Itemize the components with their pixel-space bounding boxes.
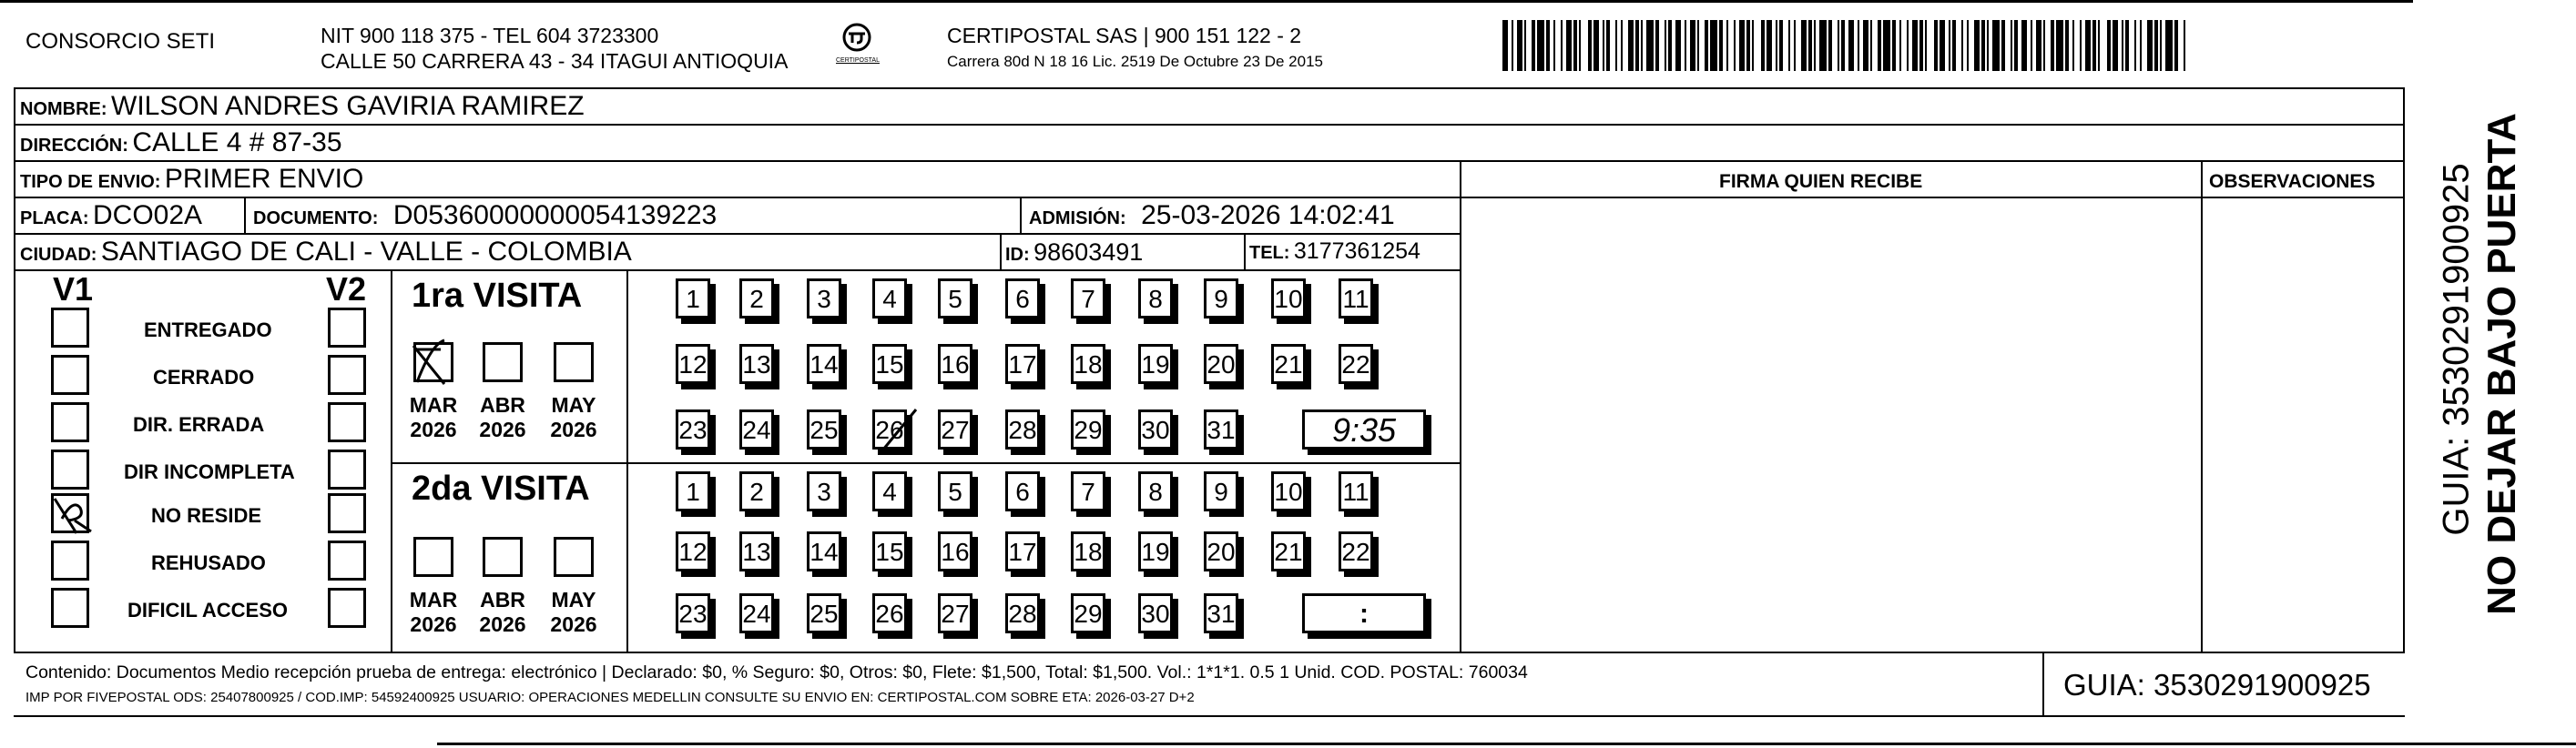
day-box[interactable]: 31 <box>1204 409 1238 450</box>
v2-checkbox[interactable] <box>328 541 366 581</box>
month-year: 2026 <box>550 612 597 636</box>
day-box[interactable]: 16 <box>938 531 972 571</box>
nit-line: NIT 900 118 375 - TEL 604 3723300 <box>321 24 659 47</box>
status-option-label: REHUSADO <box>151 551 266 574</box>
month-checkbox[interactable] <box>413 537 453 577</box>
status-option-label: ENTREGADO <box>144 318 272 341</box>
day-box[interactable]: 8 <box>1138 278 1173 318</box>
day-box[interactable]: 30 <box>1138 409 1173 450</box>
day-box[interactable]: 9 <box>1204 471 1238 511</box>
company-name: CONSORCIO SETI <box>25 29 216 54</box>
ciudad-value: SANTIAGO DE CALI - VALLE - COLOMBIA <box>100 237 632 267</box>
day-box[interactable]: 16 <box>938 344 972 384</box>
day-26-strike-icon <box>880 408 921 456</box>
v2-checkbox[interactable] <box>328 402 366 442</box>
placa-label: PLACA: <box>20 208 89 228</box>
top-border <box>0 0 2413 3</box>
day-box[interactable]: 3 <box>807 471 841 511</box>
day-box[interactable]: 22 <box>1339 344 1373 384</box>
admision-divider <box>1020 197 1022 233</box>
day-box[interactable]: 2 <box>739 278 774 318</box>
v1-checkbox[interactable] <box>51 308 89 348</box>
tel-value: 3177361254 <box>1293 238 1420 264</box>
month-year: 2026 <box>410 418 457 441</box>
day-box[interactable]: 12 <box>676 344 710 384</box>
documento-label: DOCUMENTO: <box>253 208 379 228</box>
v1-label: V1 <box>53 270 94 308</box>
day-box[interactable]: 18 <box>1071 344 1105 384</box>
id-value: 98603491 <box>1033 238 1144 266</box>
footer-guia-divider <box>2042 652 2044 717</box>
footer-guia: GUIA: 3530291900925 <box>2063 668 2371 702</box>
admision-value: 25-03-2026 14:02:41 <box>1141 200 1395 230</box>
day-box[interactable]: 6 <box>1005 278 1040 318</box>
row-line-1 <box>14 124 2405 126</box>
month-label <box>406 588 461 637</box>
admision-label: ADMISIÓN: <box>1029 208 1126 228</box>
id-field <box>1005 238 1143 267</box>
no-reside-mark-icon <box>49 493 97 541</box>
observaciones-header: OBSERVACIONES <box>2209 171 2376 192</box>
address-line: CALLE 50 CARRERA 43 - 34 ITAGUI ANTIOQUIA <box>321 49 789 73</box>
placa-value: DCO02A <box>93 200 203 230</box>
barcode <box>1502 20 2190 71</box>
month-checkbox[interactable] <box>554 342 594 382</box>
nombre-label: NOMBRE: <box>20 99 107 119</box>
month-name: ABR <box>480 393 525 417</box>
second-visit-title: 2da VISITA <box>412 470 590 508</box>
row-line-5 <box>14 269 1461 271</box>
bottom-edge <box>437 743 2576 745</box>
day-box[interactable]: 20 <box>1204 531 1238 571</box>
first-visit-title: 1ra VISITA <box>412 277 583 315</box>
row-line-2 <box>14 160 2405 162</box>
month-name: MAY <box>551 393 596 417</box>
day-box[interactable]: 15 <box>872 344 907 384</box>
visit-divider <box>391 462 1461 464</box>
day-box[interactable]: 24 <box>739 593 774 633</box>
day-box[interactable]: 17 <box>1005 344 1040 384</box>
direccion-label: DIRECCIÓN: <box>20 136 128 156</box>
months-divider <box>626 269 628 653</box>
v1-checkbox[interactable] <box>51 450 89 490</box>
day-box[interactable]: 19 <box>1138 344 1173 384</box>
month-checkbox[interactable] <box>483 537 523 577</box>
v2-checkbox[interactable] <box>328 308 366 348</box>
tipo-value: PRIMER ENVIO <box>164 164 364 194</box>
v1-checkbox[interactable] <box>51 541 89 581</box>
second-visit-time: : <box>1359 599 1369 629</box>
day-box[interactable]: 4 <box>872 278 907 318</box>
status-option-label: NO RESIDE <box>151 504 262 527</box>
second-visit-time-box[interactable] <box>1302 593 1426 633</box>
admision-field <box>1029 200 1395 231</box>
day-box[interactable]: 10 <box>1271 278 1306 318</box>
placa-divider <box>244 197 246 233</box>
day-box[interactable]: 13 <box>739 344 774 384</box>
logo-caption: CERTIPOSTAL <box>836 57 880 64</box>
month-year: 2026 <box>410 612 457 636</box>
id-divider <box>1000 233 1002 269</box>
tipo-row <box>20 164 363 195</box>
documento-field <box>253 200 717 231</box>
license-line: Carrera 80d N 18 16 Lic. 2519 De Octubre 23 De 2015 <box>947 53 1323 70</box>
day-box[interactable]: 6 <box>1005 471 1040 511</box>
day-box[interactable]: 28 <box>1005 409 1040 450</box>
day-box[interactable]: 10 <box>1271 471 1306 511</box>
v1-checkbox[interactable] <box>51 402 89 442</box>
direccion-row <box>20 127 342 158</box>
month-checkbox[interactable] <box>483 342 523 382</box>
footer-top-border <box>14 652 2405 653</box>
day-box[interactable]: 11 <box>1339 278 1373 318</box>
month-year: 2026 <box>550 418 597 441</box>
documento-value: D05360000000054139223 <box>392 200 718 230</box>
day-box[interactable]: 12 <box>676 531 710 571</box>
month-year: 2026 <box>479 418 526 441</box>
placa-field <box>20 200 202 231</box>
side-warning: NO DEJAR BAJO PUERTA <box>2479 113 2524 615</box>
day-box[interactable]: 29 <box>1071 409 1105 450</box>
month-year: 2026 <box>479 612 526 636</box>
day-box[interactable]: 25 <box>807 409 841 450</box>
firma-header-underline <box>1460 197 2405 198</box>
day-box[interactable]: 17 <box>1005 531 1040 571</box>
day-box[interactable]: 28 <box>1005 593 1040 633</box>
status-option-label: DIR INCOMPLETA <box>124 460 295 483</box>
first-visit-time: 9:35 <box>1331 411 1397 449</box>
day-box[interactable]: 14 <box>807 344 841 384</box>
day-box[interactable]: 23 <box>676 593 710 633</box>
first-visit-time-box[interactable] <box>1302 409 1426 450</box>
status-option-label: CERRADO <box>153 366 255 389</box>
day-box[interactable]: 26 <box>872 409 907 450</box>
observaciones-left-border <box>2201 160 2203 653</box>
v1-checkbox[interactable] <box>51 588 89 628</box>
day-box[interactable]: 21 <box>1271 531 1306 571</box>
status-option-label: DIR. ERRADA <box>133 413 265 436</box>
day-box[interactable]: 9 <box>1204 278 1238 318</box>
month-name: MAR <box>409 393 458 417</box>
day-box[interactable]: 25 <box>807 593 841 633</box>
day-box[interactable]: 1 <box>676 471 710 511</box>
day-box[interactable]: 4 <box>872 471 907 511</box>
day-box[interactable]: 24 <box>739 409 774 450</box>
month-label <box>475 588 530 637</box>
certipostal-line: CERTIPOSTAL SAS | 900 151 122 - 2 <box>947 24 1302 47</box>
month-name: MAY <box>551 588 596 612</box>
day-box[interactable]: 11 <box>1339 471 1373 511</box>
certipostal-logo <box>836 22 878 64</box>
month-label <box>475 393 530 442</box>
day-box[interactable]: 13 <box>739 531 774 571</box>
month-name: MAR <box>409 588 458 612</box>
day-box[interactable]: 8 <box>1138 471 1173 511</box>
mar-check-mark-icon <box>408 337 459 396</box>
firma-header: FIRMA QUIEN RECIBE <box>1719 171 1923 192</box>
day-box[interactable]: 5 <box>938 278 972 318</box>
tel-label: TEL: <box>1249 243 1290 263</box>
status-option-label: DIFICIL ACCESO <box>127 599 289 622</box>
v2-checkbox[interactable] <box>328 355 366 395</box>
day-box[interactable]: 19 <box>1138 531 1173 571</box>
day-box[interactable]: 29 <box>1071 593 1105 633</box>
day-box[interactable]: 15 <box>872 531 907 571</box>
day-box[interactable]: 14 <box>807 531 841 571</box>
v1-checkbox[interactable] <box>51 355 89 395</box>
day-box[interactable]: 18 <box>1071 531 1105 571</box>
month-checkbox[interactable] <box>554 537 594 577</box>
footer-content-line: Contenido: Documentos Medio recepción prueba de entrega: electrónico | Declarado: $0, % Seguro: $0, Otros: $0, Flete: $1,500, Total: $1,500. Vol.: 1*1*1. 0.5 1 Unid. COD. POSTAL: 760034 <box>25 662 1528 682</box>
day-box[interactable]: 22 <box>1339 531 1373 571</box>
day-box[interactable]: 1 <box>676 278 710 318</box>
month-name: ABR <box>480 588 525 612</box>
day-box[interactable]: 27 <box>938 593 972 633</box>
day-box[interactable]: 21 <box>1271 344 1306 384</box>
nombre-value: WILSON ANDRES GAVIRIA RAMIREZ <box>111 91 585 121</box>
frame-right <box>2403 87 2405 653</box>
v2-checkbox[interactable] <box>328 588 366 628</box>
id-label: ID: <box>1005 245 1030 265</box>
day-box[interactable]: 3 <box>807 278 841 318</box>
tel-divider <box>1244 233 1246 269</box>
month-label <box>546 393 601 442</box>
v2-checkbox[interactable] <box>328 493 366 533</box>
day-box[interactable]: 7 <box>1071 471 1105 511</box>
firma-left-border <box>1460 160 1461 653</box>
ciudad-label: CIUDAD: <box>20 245 97 265</box>
tel-field <box>1249 238 1420 265</box>
day-box[interactable]: 26 <box>872 593 907 633</box>
footer-bottom-border <box>14 715 2405 717</box>
day-box[interactable]: 31 <box>1204 593 1238 633</box>
day-box[interactable]: 27 <box>938 409 972 450</box>
month-label <box>546 588 601 637</box>
day-box[interactable]: 20 <box>1204 344 1238 384</box>
day-box[interactable]: 23 <box>676 409 710 450</box>
day-box[interactable]: 7 <box>1071 278 1105 318</box>
ciudad-field <box>20 237 632 268</box>
tipo-label: TIPO DE ENVIO: <box>20 172 161 192</box>
day-box[interactable]: 2 <box>739 471 774 511</box>
nombre-row <box>20 91 585 122</box>
frame-top <box>14 87 2405 89</box>
side-guia: GUIA: 3530291900925 <box>2436 163 2477 536</box>
status-divider <box>391 269 392 653</box>
month-label <box>406 393 461 442</box>
day-box[interactable]: 5 <box>938 471 972 511</box>
day-box[interactable]: 30 <box>1138 593 1173 633</box>
v2-label: V2 <box>326 270 367 308</box>
v2-checkbox[interactable] <box>328 450 366 490</box>
footer-print-line: IMP POR FIVEPOSTAL ODS: 25407800925 / COD.IMP: 54592400925 USUARIO: OPERACIONES MEDELLIN CONSULTE SU ENVIO EN: CERTIPOSTAL.COM SOBRE ETA: 2026-03-27 D+2 <box>25 690 1195 705</box>
frame-left <box>14 87 15 653</box>
direccion-value: CALLE 4 # 87-35 <box>132 127 342 157</box>
